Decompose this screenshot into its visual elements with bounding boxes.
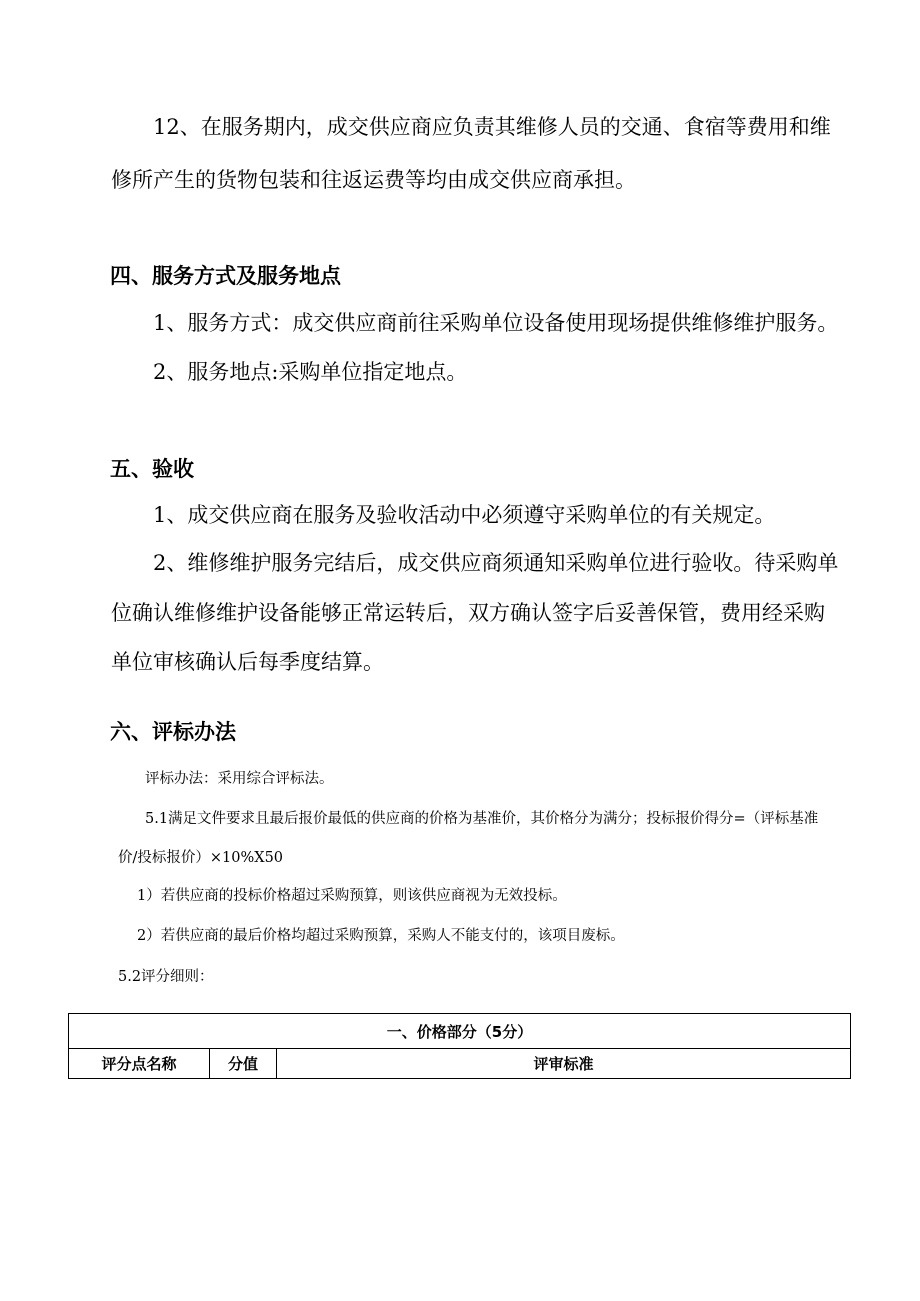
table-title: 一、价格部分（5分） bbox=[69, 1014, 851, 1049]
rule-5-1-line1: 5.1满足文件要求且最后报价最低的供应商的价格为基准价，其价格分为满分；投标报价得分=（评标基准 bbox=[145, 811, 819, 827]
section6-heading: 六、评标办法 bbox=[110, 719, 236, 744]
section5-paragraph-2-line3: 单位审核确认后每季度结算。 bbox=[111, 650, 384, 674]
section4-paragraph-1: 1、服务方式：成交供应商前往采购单位设备使用现场提供维修维护服务。 bbox=[153, 311, 839, 335]
section5-paragraph-2-line1: 2、维修维护服务完结后，成交供应商须通知采购单位进行验收。待采购单 bbox=[153, 551, 839, 575]
header-evaluation-standard: 评审标准 bbox=[277, 1049, 851, 1079]
rule-5-2: 5.2评分细则： bbox=[118, 969, 214, 985]
header-criterion-name: 评分点名称 bbox=[69, 1049, 210, 1079]
section5-paragraph-1: 1、成交供应商在服务及验收活动中必须遵守采购单位的有关规定。 bbox=[153, 503, 776, 527]
item12-line1: 12、在服务期内，成交供应商应负责其维修人员的交通、食宿等费用和维 bbox=[153, 115, 831, 139]
section4-paragraph-2: 2、服务地点:采购单位指定地点。 bbox=[153, 360, 468, 384]
header-score: 分值 bbox=[210, 1049, 277, 1079]
rule-5-1-line2: 价/投标报价）×10%X50 bbox=[118, 850, 284, 866]
section5-heading: 五、验收 bbox=[110, 456, 194, 481]
section5-paragraph-2-line2: 位确认维修维护设备能够正常运转后，双方确认签字后妥善保管，费用经采购 bbox=[111, 601, 825, 625]
item12-line2: 修所产生的货物包装和往返运费等均由成交供应商承担。 bbox=[111, 168, 636, 192]
section4-heading: 四、服务方式及服务地点 bbox=[110, 263, 341, 288]
condition-1: 1）若供应商的投标价格超过采购预算，则该供应商视为无效投标。 bbox=[137, 888, 567, 904]
condition-2: 2）若供应商的最后价格均超过采购预算，采购人不能支付的，该项目废标。 bbox=[137, 928, 625, 944]
scoring-table bbox=[68, 1013, 851, 1079]
evaluation-method: 评标办法：采用综合评标法。 bbox=[145, 771, 334, 787]
table-header-row bbox=[69, 1049, 851, 1079]
table-title-row bbox=[69, 1014, 851, 1049]
